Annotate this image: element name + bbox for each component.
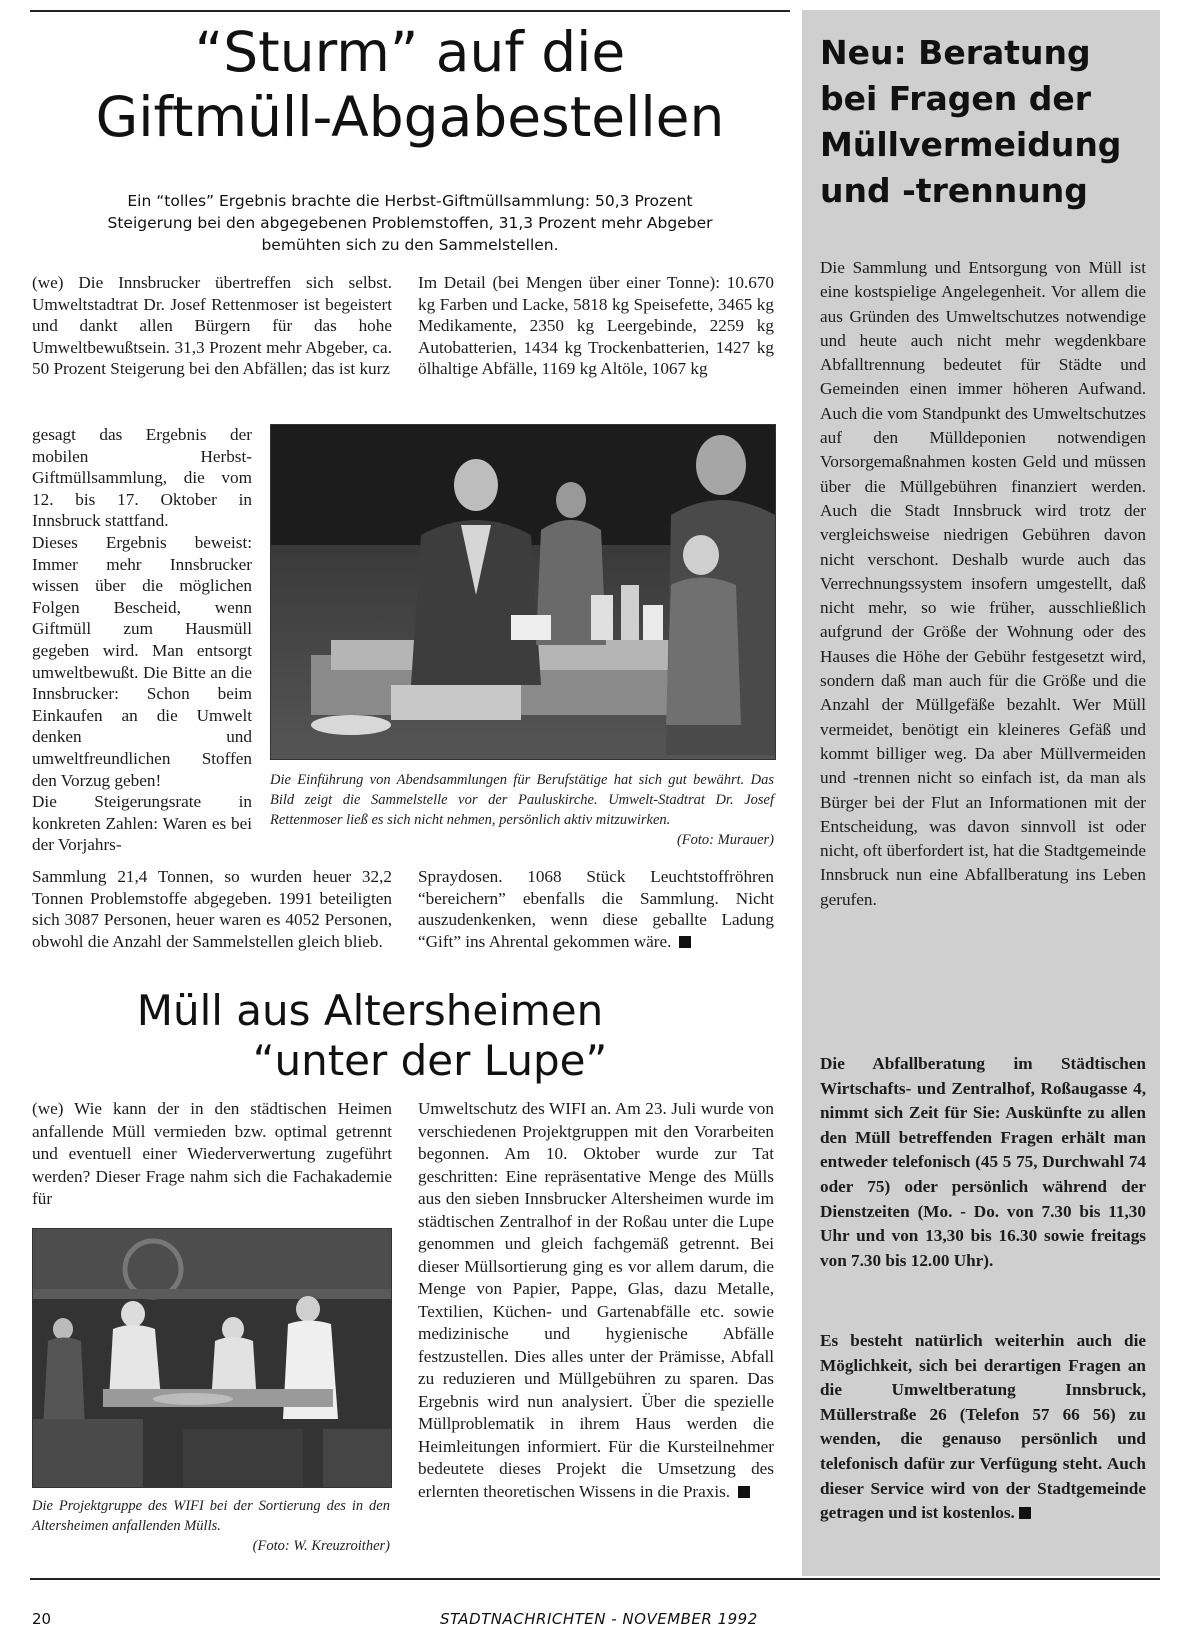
article1-col1-bottom [32, 866, 392, 952]
article2-photo-caption [32, 1496, 390, 1556]
article2-photo [32, 1228, 392, 1488]
article1-photo [270, 424, 776, 760]
article1-col1-top [32, 272, 392, 380]
article1-col1-narrow-p3: Die Steigerungsrate in konkreten Zahlen: Waren es bei der Vorjahrs- [32, 792, 252, 855]
sidebar-info-hours: Die Abfallberatung im Städtischen Wirtschafts- und Zentralhof, Roßaugasse 4, nimmt sich Zeit für Sie: Auskünfte zu allen den Müll betreffenden Fragen erhält man entweder telefonisch (45 5 75, Durchwahl 74 oder 75) oder persönlich während der Dienstzeiten (Mo. - Do. von 7.30 bis 11,30 Uhr und von 13,30 bis 16.30 sowie freitags von 7.30 bis 12.00 Uhr). [820, 1054, 1146, 1270]
sidebar-headline-line1: Neu: Beratung [820, 33, 1091, 72]
article2-col1-top [32, 1098, 392, 1211]
article1-col1-bottom-text: Sammlung 21,4 Tonnen, so wurden heuer 32,2 Tonnen Problemstoffe abgegeben. 1991 beteiligten sich 3087 Personen, heuer waren es 4052 Personen, obwohl die Anzahl der Sammelstellen gleich blieb. [32, 867, 392, 951]
page-number: 20 [32, 1610, 52, 1628]
article1-photo-caption [270, 770, 774, 850]
article1-end-mark [679, 936, 691, 948]
article1-col2-top-text: Im Detail (bei Mengen über einer Tonne): 10.670 kg Farben und Lacke, 5818 kg Speisefette, 3465 kg Medikamente, 2350 kg Leergebinde, 2259 kg Autobatterien, 1434 kg Trockenbatterien, 1427 kg ölhaltige Abfälle, 1169 kg Altöle, 1067 kg [418, 273, 774, 379]
article1-headline-line1: “Sturm” auf die [194, 20, 626, 84]
article1-deck-line1: Ein “tolles” Ergebnis brachte die Herbst-Giftmüllsammlung: 50,3 Prozent [127, 192, 693, 210]
article1-headline [30, 20, 790, 150]
article1-col2-bottom [418, 866, 774, 952]
sidebar-headline [820, 30, 1150, 214]
article1-col1-narrow [32, 424, 252, 856]
article2-col2-text: Umweltschutz des WIFI an. Am 23. Juli wurde von verschiedenen Projektgruppen mit den Vorarbeiten begonnen. Am 10. Oktober wurde zur Tat geschritten: Eine repräsentative Menge des Mülls aus den sieben Innsbrucker Altersheimen wurde im städtischen Zentralhof in der Roßau unter die Lupe genommen und gleich fachgemäß getrennt. Bei dieser Müllsortierung ging es vor allem darum, die Menge von Papier, Pappe, Glas, dazu Metalle, Textilien, Küchen- und Gartenabfälle etc. sowie medizinische und hygienische Abfälle festzustellen. Dies alles unter der Prämisse, Abfall zu reduzieren und Müllgebühren zu sparen. Das Ergebnis wird nun analysiert. Über die spezielle Müllproblematik in ihrem Haus werden die Heimleitungen informiert. Für die Kursteilnehmer bedeutete dieses Projekt die Umsetzung des erlernten theoretischen Wissens in die Praxis. [418, 1099, 774, 1501]
sidebar-headline-line2: bei Fragen der [820, 79, 1092, 118]
article2-col2 [418, 1098, 774, 1503]
article1-col2-top [418, 272, 774, 380]
article2-headline [60, 986, 680, 1086]
sidebar-info-umweltberatung-text: Es besteht natürlich weiterhin auch die Möglichkeit, sich bei derartigen Fragen an die Umweltberatung Innsbruck, Müllerstraße 26 (Telefon 57 66 56) zu wenden, die genauso persönlich und telefonisch dafür zur Verfügung steht. Auch dieser Service wird von der Stadtgemeinde getragen und ist kostenlos. [820, 1331, 1146, 1523]
sorting-group-photo [33, 1229, 391, 1487]
article1-deck-line3: bemühten sich zu den Sammelstellen. [261, 236, 559, 254]
article2-photo-credit: (Foto: W. Kreuzroither) [252, 1538, 390, 1554]
article2-col2-paragraph [418, 1098, 774, 1503]
top-rule [30, 10, 790, 12]
article1-caption-text: Die Einführung von Abendsammlungen für Berufstätige hat sich gut bewährt. Das Bild zeigt die Sammelstelle vor der Pauluskirche. Umwelt-Stadtrat Dr. Josef Rettenmoser ließ es sich nicht nehmen, persönlich aktiv mitzuwirken. [270, 772, 774, 828]
sidebar-end-mark [1019, 1507, 1031, 1519]
article2-headline-line2: “unter der Lupe” [252, 1036, 608, 1085]
article1-col1-top-text: (we) Die Innsbrucker übertreffen sich selbst. Umweltstadtrat Dr. Josef Rettenmoser ist begeistert und dankt allen Bürgern für das hohe Umweltbewußtsein. 31,3 Prozent mehr Abgeber, ca. 50 Prozent Steigerung bei den Abfällen; das ist kurz [32, 273, 392, 379]
article1-col2-bottom-text: Spraydosen. 1068 Stück Leuchtstoffröhren “bereichern” ebenfalls die Sammlung. Nicht auszudenkenken, wenn diese geballte Ladung “Gift” ins Ahrental gekommen wäre. [418, 867, 774, 951]
sidebar-headline-line4: und -trennung [820, 171, 1088, 210]
article1-photo-credit: (Foto: Murauer) [676, 832, 774, 848]
article1-col2-bottom-paragraph [418, 866, 774, 952]
article2-col1-top-text: (we) Wie kann der in den städtischen Heimen anfallende Müll vermieden bzw. optimal getrennt und eventuell einer Wiederverwertung zugeführt werden? Dieser Frage nahm sich die Fachakademie für [32, 1099, 392, 1208]
publication-footer: STADTNACHRICHTEN - NOVEMBER 1992 [440, 1610, 758, 1628]
article2-headline-line1: Müll aus Altersheimen [136, 986, 604, 1035]
article1-col1-narrow-p2: Dieses Ergebnis beweist: Immer mehr Innsbrucker wissen über die möglichen Folgen Bescheid, wenn Giftmüll zum Hausmüll gegeben wird. Man entsorgt umweltbewußt. Die Bitte an die Innsbrucker: Schon beim Einkaufen an die Umwelt denken und umweltfreundlichen Stoffen den Vorzug geben! [32, 532, 252, 790]
article1-headline-line2: Giftmüll-Abgabestellen [95, 85, 725, 149]
collection-point-photo [271, 425, 775, 759]
sidebar-body: Die Sammlung und Entsorgung von Müll ist eine kostspielige Angelegenheit. Vor allem die aus Gründen des Umweltschutzes notwendige und heute auch nicht mehr wegdenkbare Abfalltrennung bedeutet für Städte und Gemeinden einen immer höheren Aufwand. Auch die vom Standpunkt des Umweltschutzes auf den Mülldeponien notwendigen Vorsorgemaßnahmen kosten Geld und müssen über die Müllgebühren finanziert werden. Auch die Stadt Innsbruck wird trotz der vergleichsweise niedrigen Gebühren davon nicht verschont. Deshalb wurde auch das Verrechnungssystem insofern umgestellt, daß nicht mehr, so wie früher, ausschließlich aufgrund der Größe der Wohnung oder des Hauses die Höhe der Gebühr festgesetzt wird, sondern daß man auch für die Größe und die Anzahl der Müllgefäße bezahlt. Wer Müll vermeidet, benötigt ein kleineres Gefäß und kommt billiger weg. Da aber Müllvermeiden und -trennen nicht so einfach ist, da man als Bürger bei der Flut an Informationen mit der Entscheidung, was davon sinnvoll ist oder nicht, oft überfordert ist, hat die Stadtgemeinde Innsbruck nun eine Abfallberatung ins Leben gerufen. [820, 258, 1146, 909]
article1-deck-line2: Steigerung bei den abgegebenen Problemstoffen, 31,3 Prozent mehr Abgeber [107, 214, 713, 232]
bottom-rule [30, 1578, 1160, 1580]
sidebar-headline-line3: Müllvermeidung [820, 125, 1122, 164]
article2-end-mark [738, 1486, 750, 1498]
article1-col1-narrow-p1: gesagt das Ergebnis der mobilen Herbst-Giftmüllsammlung, die vom 12. bis 17. Oktober in Innsbruck stattfand. [32, 425, 252, 531]
article2-caption-text: Die Projektgruppe des WIFI bei der Sortierung des in den Altersheimen anfallenden Mülls. [32, 1498, 390, 1534]
article1-deck [40, 190, 780, 256]
sidebar-info-umweltberatung [820, 1329, 1146, 1526]
